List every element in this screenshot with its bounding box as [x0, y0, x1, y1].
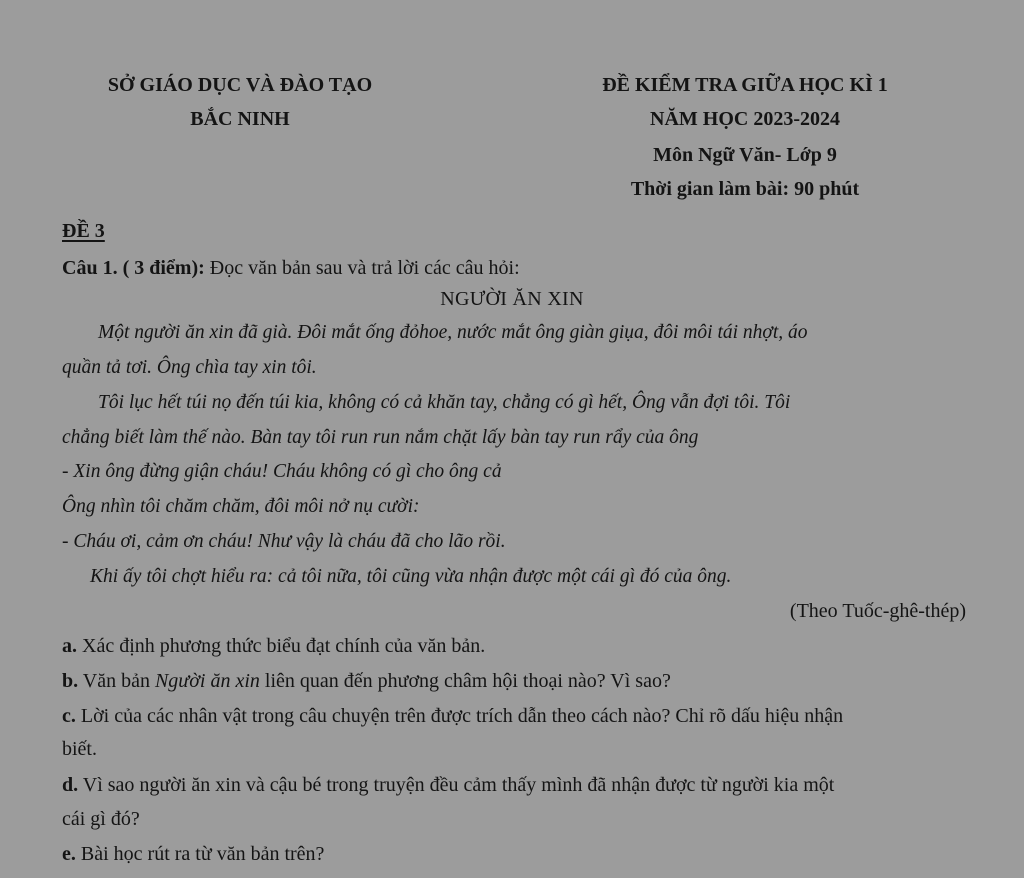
question-a-label: a.: [62, 635, 77, 657]
story-line: chẳng biết làm thế nào. Bàn tay tôi run run nắm chặt lấy bàn tay run rẩy của ông: [62, 427, 699, 448]
story-source: (Theo Tuốc-ghê-thép): [789, 600, 966, 622]
story-line: Tôi lục hết túi nọ đến túi kia, không có cả khăn tay, chẳng có gì hết, Ông vẫn đợi tôi. Tôi: [98, 392, 791, 413]
question-d-label: d.: [62, 774, 79, 796]
question-c-continued: biết.: [62, 738, 97, 760]
story-line: Khi ấy tôi chợt hiểu ra: cả tôi nữa, tôi cũng vừa nhận được một cái gì đó của ông.: [90, 566, 732, 587]
story-line: - Cháu ơi, cảm ơn cháu! Như vậy là cháu đã cho lão rồi.: [62, 531, 506, 552]
question-d: [62, 774, 834, 797]
school-year: NĂM HỌC 2023-2024: [650, 108, 840, 130]
province-name: BẮC NINH: [190, 108, 290, 130]
question-1-heading: Câu 1. ( 3 điểm):: [62, 257, 205, 279]
question-1: [62, 257, 520, 280]
question-c-label: c.: [62, 705, 76, 727]
question-b-text-pre: Văn bản: [78, 670, 155, 692]
exam-code-label: ĐỀ 3: [62, 220, 105, 242]
question-e: [62, 843, 324, 866]
story-line: Ông nhìn tôi chăm chăm, đôi môi nở nụ cười:: [62, 496, 420, 517]
question-e-text: Bài học rút ra từ văn bản trên?: [75, 843, 325, 865]
story-title: NGƯỜI ĂN XIN: [440, 288, 584, 310]
question-b-work-title: Người ăn xin: [154, 670, 260, 692]
question-e-label: e.: [62, 843, 76, 865]
question-a-text: Xác định phương thức biểu đạt chính của văn bản.: [77, 635, 486, 657]
question-b: [62, 670, 671, 693]
story-line: - Xin ông đừng giận cháu! Cháu không có gì cho ông cả: [62, 461, 502, 482]
question-1-instruction: Đọc văn bản sau và trả lời các câu hỏi:: [204, 257, 520, 279]
question-d-text: Vì sao người ăn xin và cậu bé trong truyện đều cảm thấy mình đã nhận được từ người kia một: [78, 774, 835, 796]
question-c: [62, 705, 843, 728]
story-line: quần tả tơi. Ông chìa tay xin tôi.: [62, 357, 317, 378]
time-limit: Thời gian làm bài: 90 phút: [630, 178, 860, 200]
question-b-text-post: liên quan đến phương châm hội thoại nào? Vì sao?: [259, 670, 671, 692]
subject-line: Môn Ngữ Văn- Lớp 9: [653, 144, 837, 166]
question-b-label: b.: [62, 670, 79, 692]
question-d-continued: cái gì đó?: [62, 808, 140, 830]
exam-title: ĐỀ KIỂM TRA GIỮA HỌC KÌ 1: [602, 74, 888, 96]
question-a: [62, 635, 485, 658]
story-line: Một người ăn xin đã già. Đôi mắt ống đỏhoe, nước mắt ông giàn giụa, đôi môi tái nhợt, áo: [98, 322, 808, 343]
department-name: SỞ GIÁO DỤC VÀ ĐÀO TẠO: [107, 74, 373, 96]
question-c-text: Lời của các nhân vật trong câu chuyện trên được trích dẫn theo cách nào? Chỉ rõ dấu hiệu nhận: [75, 705, 844, 727]
